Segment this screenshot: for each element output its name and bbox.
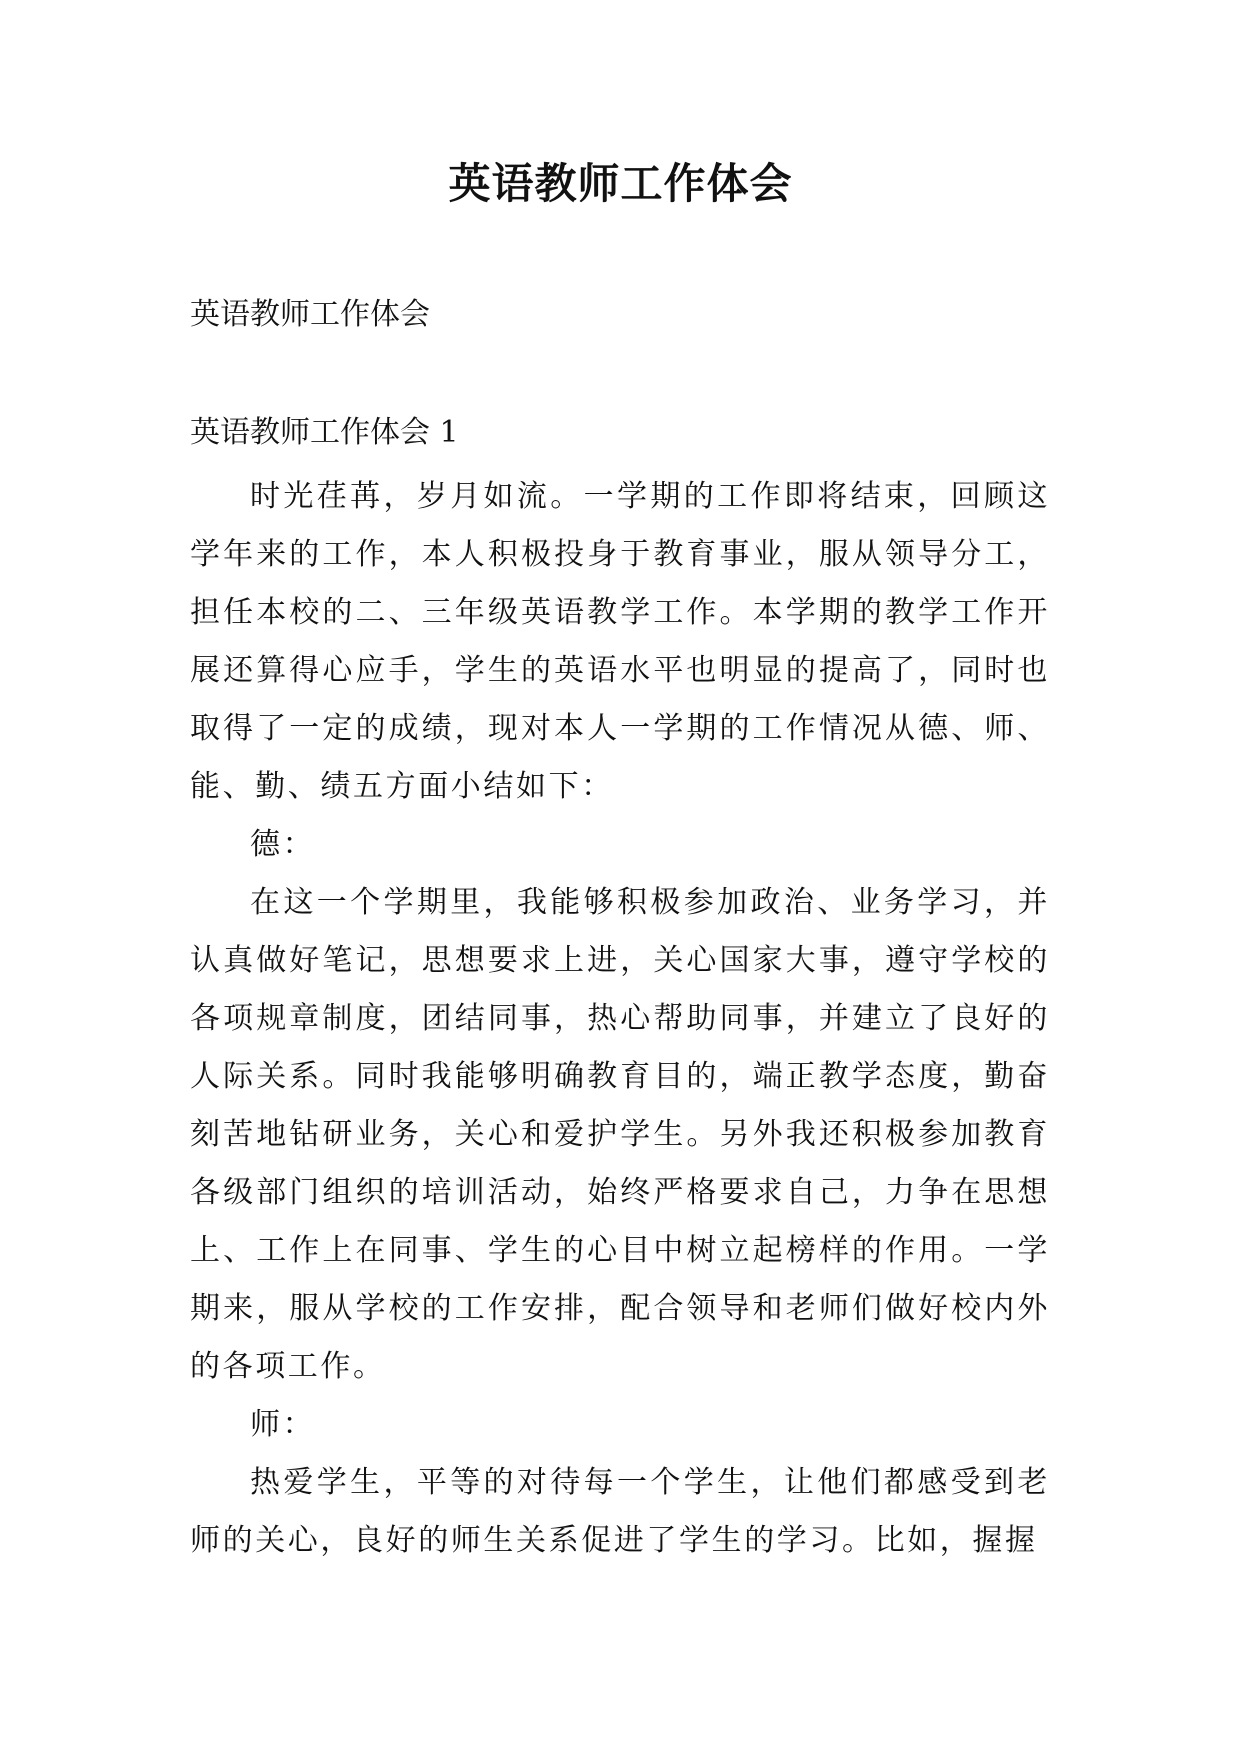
- paragraph-heading-shi: 师：: [250, 1407, 316, 1442]
- section-heading: 英语教师工作体会 1: [190, 415, 459, 450]
- document-body: [190, 468, 1050, 1570]
- document-title: 英语教师工作体会: [448, 159, 793, 208]
- paragraph-intro: 时光荏苒，岁月如流。一学期的工作即将结束，回顾这学年来的工作，本人积极投身于教育事业，服从领导分工，担任本校的二、三年级英语教学工作。本学期的教学工作开展还算得心应手，学生的英语水平也明显的提高了，同时也取得了一定的成绩，现对本人一学期的工作情况从德、师、能、勤、绩五方面小结如下：: [190, 479, 1050, 804]
- paragraph-shi: 热爱学生，平等的对待每一个学生，让他们都感受到老师的关心，良好的师生关系促进了学生的学习。比如，握握: [190, 1465, 1050, 1558]
- document-subtitle: 英语教师工作体会: [190, 297, 430, 332]
- paragraph-de: 在这一个学期里，我能够积极参加政治、业务学习，并认真做好笔记，思想要求上进，关心国家大事，遵守学校的各项规章制度，团结同事，热心帮助同事，并建立了良好的人际关系。同时我能够明确教育目的，端正教学态度，勤奋刻苦地钻研业务，关心和爱护学生。另外我还积极参加教育各级部门组织的培训活动，始终严格要求自己，力争在思想上、工作上在同事、学生的心目中树立起榜样的作用。一学期来，服从学校的工作安排，配合领导和老师们做好校内外的各项工作。: [190, 885, 1050, 1384]
- paragraph-heading-de: 德：: [250, 827, 316, 862]
